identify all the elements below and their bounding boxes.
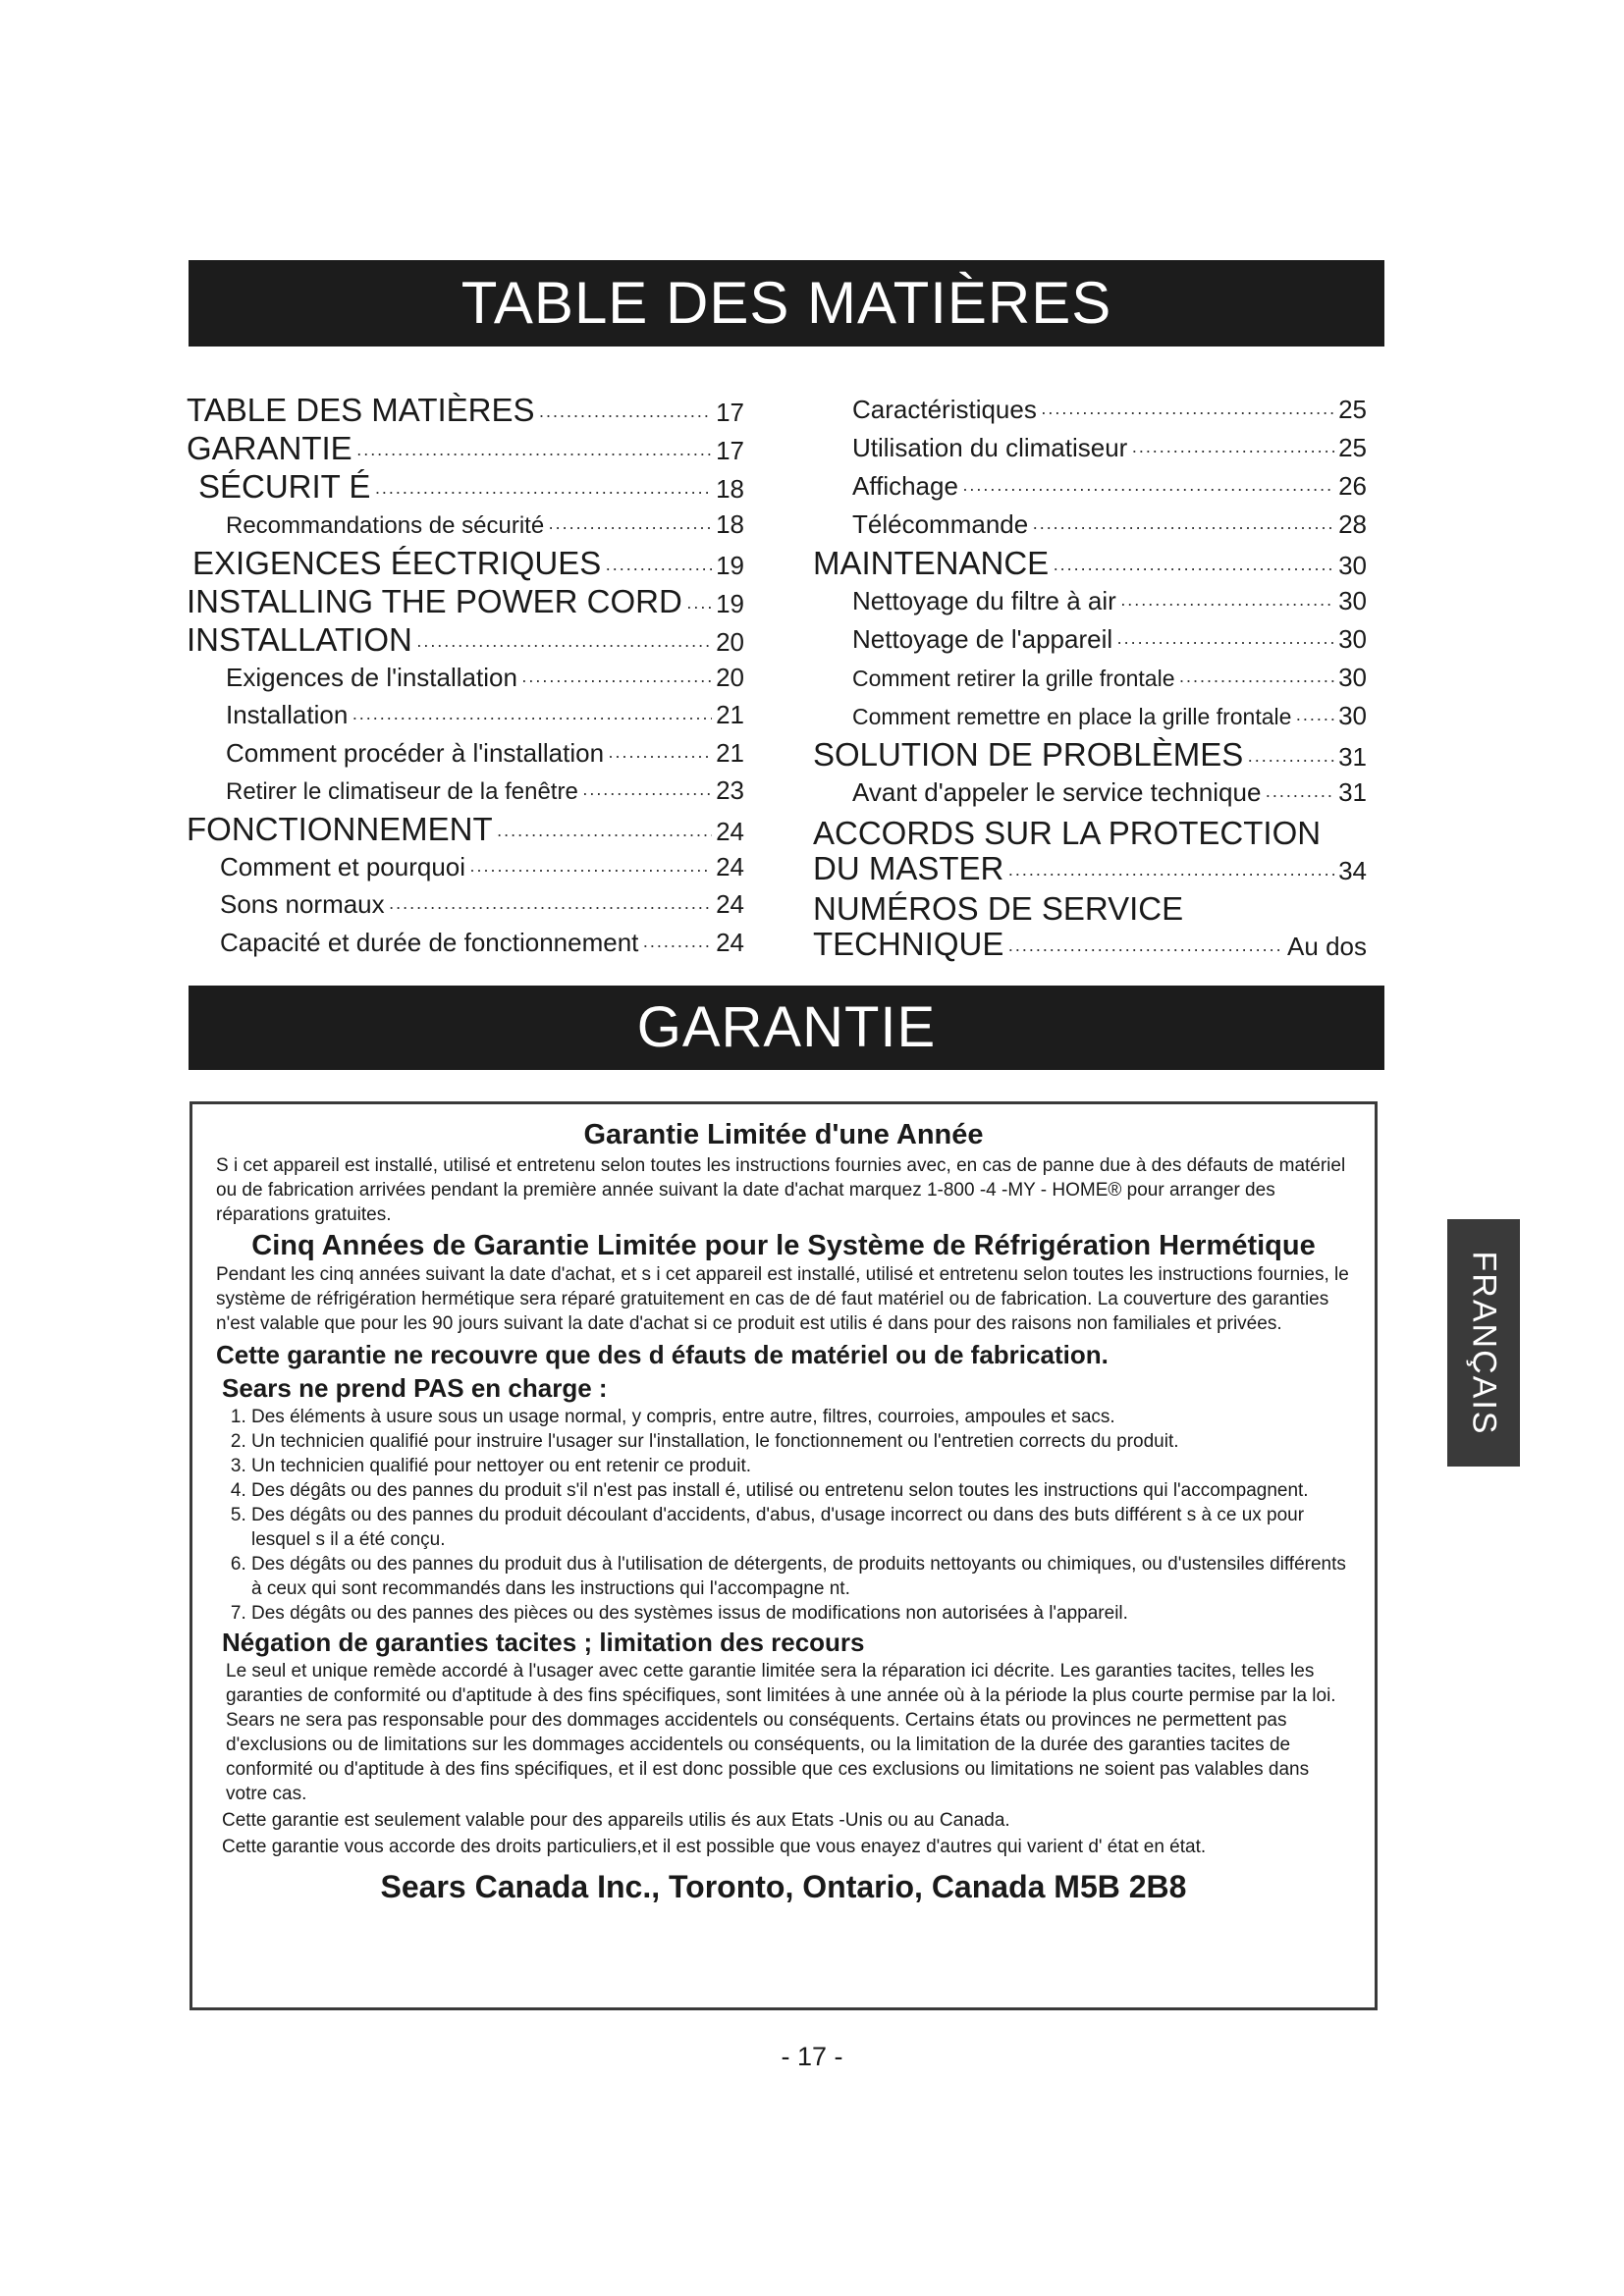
- toc-entry[interactable]: Comment et pourquoi ····· 24: [187, 848, 744, 886]
- toc-entry[interactable]: Télécommande ····· 28: [813, 506, 1367, 544]
- toc-entry[interactable]: ACCORDS SUR LA PROTECTION DU MASTER ····· 34: [813, 816, 1367, 891]
- five-year-text: Pendant les cinq années suivant la date d'achat, et s i cet appareil est installé, utilisé et entretenu selon toutes les instructions fournies, le système de réfrigération hermétique sera réparé gratuitement en cas de dé faut matériel ou de fabrication. La couverture des garanties n'est valable que pour les 90 jours suivant la date d'achat si ce produit est utilis é dans pour des raisons non familiales et privées.: [216, 1264, 1349, 1334]
- toc-entry[interactable]: Affichage ····· 26: [813, 467, 1367, 506]
- toc-entry[interactable]: Comment remettre en place la grille frontale ····· 30: [813, 697, 1367, 735]
- rights-note: Cette garantie vous accorde des droits particuliers,et il est possible que vous enayez d'autres qui varient d' état en état.: [222, 1837, 1207, 1857]
- toc-entry[interactable]: TABLE DES MATIÈRES ····· 17: [187, 391, 744, 429]
- toc-entry[interactable]: Utilisation du climatiseur ····· 25: [813, 429, 1367, 467]
- toc-entry[interactable]: Exigences de l'installation ····· 20: [187, 659, 744, 697]
- toc-entry[interactable]: FONCTIONNEMENT ····· 24: [187, 810, 744, 848]
- coverage-note: Cette garantie ne recouvre que des d éfauts de matériel ou de fabrication.: [216, 1340, 1109, 1369]
- toc-right-column: [813, 391, 1367, 967]
- toc-entry[interactable]: INSTALLATION ····· 20: [187, 620, 744, 659]
- exclusions-list: [216, 1405, 1351, 1626]
- five-year-heading: Cinq Années de Garantie Limitée pour le Système de Réfrigération Hermétique: [251, 1230, 1316, 1261]
- exclusion-item: 2. Un technicien qualifié pour instruire l'usager sur l'installation, le fonctionnement ou l'entretien corrects du produit.: [251, 1429, 1351, 1454]
- exclusion-item: 3. Un technicien qualifié pour nettoyer ou ent retenir ce produit.: [251, 1454, 1351, 1478]
- toc-entry[interactable]: Recommandations de sécurité ····· 18: [187, 506, 744, 544]
- toc-entry[interactable]: GARANTIE ····· 17: [187, 429, 744, 467]
- one-year-text: S i cet appareil est installé, utilisé et entretenu selon toutes les instructions fournies avec, en cas de panne due à des défauts de matériel ou de fabrication arrivées pendant la première année suivant la date d'achat marquez 1-800 -4 -MY - HOME® pour arranger des réparations gratuites.: [216, 1155, 1346, 1225]
- toc-entry[interactable]: Avant d'appeler le service technique ····· 31: [813, 774, 1367, 812]
- toc-left-column: [187, 391, 744, 961]
- toc-entry[interactable]: Retirer le climatiseur de la fenêtre ····· 23: [187, 772, 744, 810]
- toc-entry[interactable]: Installation ····· 21: [187, 696, 744, 734]
- toc-entry[interactable]: Nettoyage du filtre à air ····· 30: [813, 582, 1367, 620]
- language-tab-label: FRANÇAIS: [1465, 1251, 1503, 1435]
- toc-entry[interactable]: Comment retirer la grille frontale ····· 30: [813, 659, 1367, 697]
- toc-entry[interactable]: SÉCURIT É ····· 18: [187, 467, 744, 506]
- toc-entry[interactable]: EXIGENCES ÉECTRIQUES ····· 19: [187, 544, 744, 582]
- toc-entry[interactable]: Nettoyage de l'appareil ····· 30: [813, 620, 1367, 659]
- warranty-title-banner: GARANTIE: [189, 986, 1384, 1070]
- canada-note: Cette garantie est seulement valable pour des appareils utilis és aux Etats -Unis ou au Canada.: [222, 1810, 1010, 1831]
- negation-heading: Négation de garanties tacites ; limitation des recours: [222, 1628, 865, 1657]
- one-year-heading: Garantie Limitée d'une Année: [583, 1119, 984, 1150]
- toc-entry[interactable]: Comment procéder à l'installation ····· 21: [187, 734, 744, 773]
- language-tab: [1447, 1219, 1520, 1467]
- toc-entry[interactable]: Capacité et durée de fonctionnement ····· 24: [187, 924, 744, 962]
- warranty-box: [189, 1101, 1378, 2010]
- toc-entry[interactable]: NUMÉROS DE SERVICE TECHNIQUE ····· Au dos: [813, 891, 1367, 967]
- exclusion-item: 6. Des dégâts ou des pannes du produit dus à l'utilisation de détergents, de produits nettoyants ou chimiques, ou d'ustensiles différents à ceux qui sont recommandés dans les instructions qui l'accompagne nt.: [251, 1552, 1351, 1601]
- page-number: - 17 -: [781, 2042, 843, 2071]
- negation-text: Le seul et unique remède accordé à l'usager avec cette garantie limitée sera la réparation ici décrite. Les garanties tacites, telles les garanties de conformité ou d'aptitude à des fins spécifiques, sont limitées à une année où à la période la plus courte permise par la loi. Sears ne sera pas responsable pour des dommages accidentels ou conséquents. Certains états ou provinces ne permettent pas d'exclusions ou de limitations sur les dommages accidentels ou conséquents, ou la limitation de la durée des garanties tacites de conformité ou d'aptitude à des fins spécifiques, et il est donc possible que ces exclusions ou limitations ne soient pas valables dans votre cas.: [226, 1661, 1336, 1804]
- toc-entry[interactable]: INSTALLING THE POWER CORD ····· 19: [187, 582, 744, 620]
- toc-entry[interactable]: MAINTENANCE ····· 30: [813, 544, 1367, 582]
- exclusion-item: 4. Des dégâts ou des pannes du produit s'il n'est pas install é, utilisé ou entretenu selon toutes les instructions qui l'accompagnent.: [251, 1478, 1351, 1503]
- toc-entry[interactable]: Caractéristiques ····· 25: [813, 391, 1367, 429]
- toc-title-banner: TABLE DES MATIÈRES: [189, 260, 1384, 347]
- exclusion-item: 1. Des éléments à usure sous un usage normal, y compris, entre autre, filtres, courroies, ampoules et sacs.: [251, 1405, 1351, 1429]
- exclusion-item: 5. Des dégâts ou des pannes du produit découlant d'accidents, d'abus, d'usage incorrect ou dans des buts différent s à ce ux pour lesquel s il a été conçu.: [251, 1503, 1351, 1552]
- toc-entry[interactable]: SOLUTION DE PROBLÈMES ····· 31: [813, 735, 1367, 774]
- toc-entry[interactable]: Sons normaux ····· 24: [187, 885, 744, 924]
- exclusion-item: 7. Des dégâts ou des pannes des pièces ou des systèmes issus de modifications non autorisées à l'appareil.: [251, 1601, 1351, 1626]
- exclusions-heading: Sears ne prend PAS en charge :: [222, 1373, 608, 1403]
- company-address: Sears Canada Inc., Toronto, Ontario, Canada M5B 2B8: [380, 1869, 1187, 1904]
